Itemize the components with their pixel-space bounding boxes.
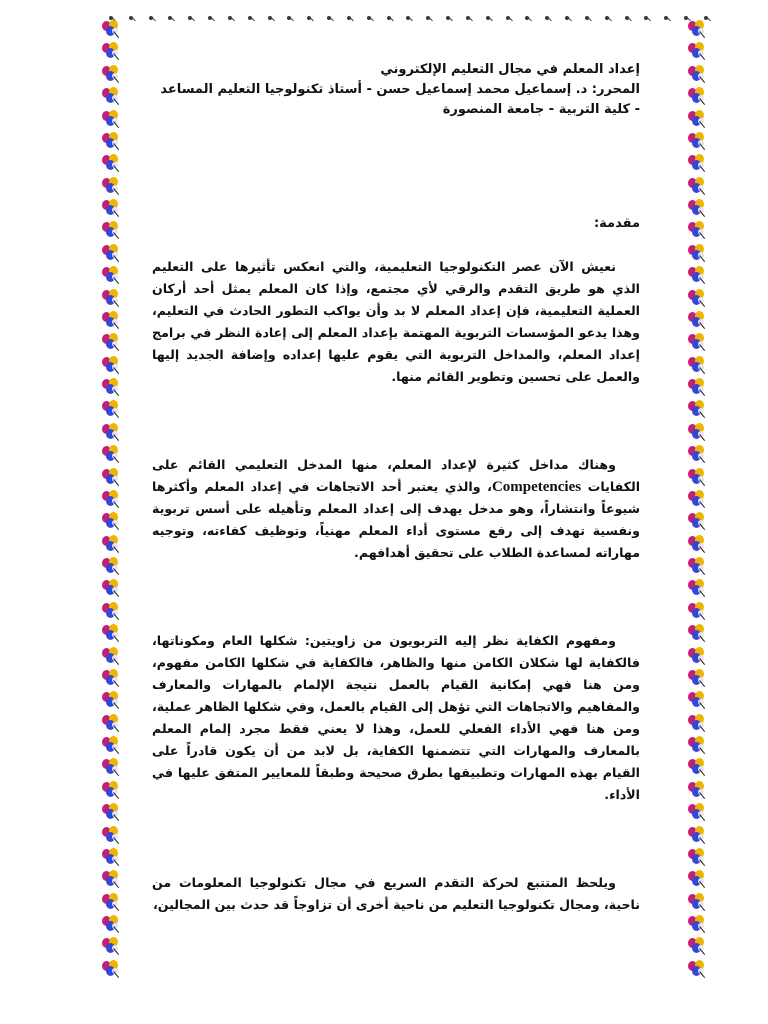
balloons-icon <box>686 848 710 868</box>
balloons-icon <box>100 87 124 107</box>
balloons-icon <box>100 960 124 980</box>
editor-line: المحرر: د. إسماعيل محمد إسماعيل حسن - أستاذ تكنولوجيا التعليم المساعد <box>160 82 640 97</box>
balloons-icon <box>686 647 710 667</box>
balloons-icon <box>100 848 124 868</box>
balloons-icon <box>100 266 124 286</box>
border-dot-icon <box>386 15 395 24</box>
balloons-icon <box>100 579 124 599</box>
balloons-icon <box>100 154 124 174</box>
top-dotted-border <box>108 12 712 26</box>
balloons-icon <box>100 937 124 957</box>
balloons-icon <box>686 915 710 935</box>
border-dot-icon <box>187 15 196 24</box>
border-dot-icon <box>405 15 414 24</box>
balloons-icon <box>686 490 710 510</box>
border-dot-icon <box>286 15 295 24</box>
border-dot-icon <box>505 15 514 24</box>
section-title-introduction: مقدمة: <box>593 216 640 231</box>
balloons-icon <box>686 110 710 130</box>
balloons-icon <box>686 535 710 555</box>
balloons-icon <box>100 356 124 376</box>
border-dot-icon <box>247 15 256 24</box>
balloons-icon <box>100 311 124 331</box>
balloons-icon <box>100 423 124 443</box>
border-dot-icon <box>544 15 553 24</box>
balloons-icon <box>686 177 710 197</box>
balloons-icon <box>100 535 124 555</box>
balloons-icon <box>686 781 710 801</box>
balloons-icon <box>100 602 124 622</box>
border-dot-icon <box>267 15 276 24</box>
balloons-icon <box>686 42 710 62</box>
paragraph-2-text-b: ، والذي يعتبر أحد الاتجاهات في إعداد المعلم وأكثرها شيوعاً وانتشاراً، وهو مدخل يهدف إلى إعداد المعلم وتأهيله على أسس تربوية ونفسية تهدف إلى رفع مستوى أداء المعلم مهنياً، وتوظيف كفاءته، وتوجيه مهاراته لمساعدة الطلاب على تحقيق أهدافهم. <box>152 479 640 560</box>
balloons-icon <box>686 445 710 465</box>
border-dot-icon <box>326 15 335 24</box>
right-balloon-border <box>686 20 712 980</box>
balloons-icon <box>686 356 710 376</box>
balloons-icon <box>100 221 124 241</box>
balloons-icon <box>100 915 124 935</box>
border-dot-icon <box>624 15 633 24</box>
border-dot-icon <box>643 15 652 24</box>
balloons-icon <box>100 624 124 644</box>
balloons-icon <box>686 423 710 443</box>
balloons-icon <box>100 870 124 890</box>
affiliation-line: - كلية التربية - جامعة المنصورة <box>442 102 640 117</box>
paragraph-2-english-term: Competencies <box>491 479 582 495</box>
balloons-icon <box>686 826 710 846</box>
balloons-icon <box>686 289 710 309</box>
border-dot-icon <box>167 15 176 24</box>
border-dot-icon <box>346 15 355 24</box>
balloons-icon <box>100 400 124 420</box>
balloons-icon <box>686 20 710 40</box>
paragraph-1-text: نعيش الآن عصر التكنولوجيا التعليمية، والتي انعكس تأثيرها على التعليم الذي هو طريق التقدم والرقي لأي مجتمع، وإذا كان المعلم يمثل أحد أركان العملية التعليمية، فإن إعداد المعلم لا بد وأن يواكب التطور الحادث في التعليم، وهذا يدعو المؤسسات التربوية المهتمة بإعداد المعلم إلى إعادة النظر في برامج إعداد المعلم، والمداخل التربوية التي يقوم عليها إعداده وإضافة الجديد إليها والعمل على تحسين وتطوير القائم منها. <box>152 259 640 384</box>
balloons-icon <box>686 87 710 107</box>
border-dot-icon <box>306 15 315 24</box>
balloons-icon <box>100 669 124 689</box>
border-dot-icon <box>564 15 573 24</box>
border-dot-icon <box>425 15 434 24</box>
border-dot-icon <box>148 15 157 24</box>
border-dot-icon <box>485 15 494 24</box>
border-dot-icon <box>584 15 593 24</box>
balloons-icon <box>686 266 710 286</box>
balloons-icon <box>686 132 710 152</box>
left-balloon-border <box>100 20 126 980</box>
paragraph-4-text: ويلحظ المتتبع لحركة التقدم السريع في مجال تكنولوجيا المعلومات من ناحية، ومجال تكنولوجيا التعليم من ناحية أخرى أن تزاوجاً قد حدث بين المجالين، <box>152 875 640 912</box>
balloons-icon <box>100 691 124 711</box>
balloons-icon <box>686 893 710 913</box>
balloons-icon <box>100 647 124 667</box>
balloons-icon <box>686 624 710 644</box>
balloons-icon <box>686 803 710 823</box>
balloons-icon <box>686 960 710 980</box>
balloons-icon <box>686 512 710 532</box>
balloons-icon <box>100 20 124 40</box>
balloons-icon <box>686 400 710 420</box>
document-title: إعداد المعلم في مجال التعليم الإلكتروني <box>380 62 640 77</box>
balloons-icon <box>686 199 710 219</box>
balloons-icon <box>686 378 710 398</box>
balloons-icon <box>686 65 710 85</box>
balloons-icon <box>100 445 124 465</box>
balloons-icon <box>686 579 710 599</box>
balloons-icon <box>100 758 124 778</box>
border-dot-icon <box>524 15 533 24</box>
paragraph-3 <box>152 630 640 806</box>
balloons-icon <box>100 803 124 823</box>
border-dot-icon <box>445 15 454 24</box>
border-dot-icon <box>207 15 216 24</box>
balloons-icon <box>100 490 124 510</box>
balloons-icon <box>686 669 710 689</box>
border-dot-icon <box>663 15 672 24</box>
balloons-icon <box>686 221 710 241</box>
balloons-icon <box>100 893 124 913</box>
balloons-icon <box>100 826 124 846</box>
paragraph-3-text: ومفهوم الكفاية نظر إليه التربويون من زاويتين: شكلها العام ومكوناتها، فالكفاية لها شكلان الكامن منها والظاهر، فالكفاية في شكلها الكامن مفهوم، ومن هنا فهي إمكانية القيام بالعمل نتيجة الإلمام بالمهارات والمعارف والمفاهيم والاتجاهات التي تؤهل إلى القيام بالعمل، وفي شكلها الظاهر عملية، ومن هنا فهي الأداء الفعلي للعمل، وهذا لا يعني فقط مجرد إلمام المعلم بالمعارف والمهارات التي تتضمنها الكفاية، بل لابد من أن يكون قادراً على القيام بهذه المهارات وتطبيقها بطرق صحيحة وطبقاً للمعايير المتفق عليها في الأداء. <box>152 633 640 802</box>
balloons-icon <box>100 333 124 353</box>
border-dot-icon <box>366 15 375 24</box>
balloons-icon <box>100 781 124 801</box>
balloons-icon <box>100 199 124 219</box>
balloons-icon <box>686 333 710 353</box>
border-dot-icon <box>128 15 137 24</box>
balloons-icon <box>686 870 710 890</box>
balloons-icon <box>686 468 710 488</box>
balloons-icon <box>686 154 710 174</box>
paragraph-2-text-a: وهناك مداخل كثيرة لإعداد المعلم، منها المدخل التعليمي القائم على الكفايات <box>152 457 641 494</box>
balloons-icon <box>100 132 124 152</box>
paragraph-2 <box>152 454 640 564</box>
paragraph-4 <box>152 872 640 916</box>
balloons-icon <box>686 244 710 264</box>
balloons-icon <box>100 110 124 130</box>
border-dot-icon <box>227 15 236 24</box>
balloons-icon <box>100 512 124 532</box>
balloons-icon <box>686 736 710 756</box>
balloons-icon <box>100 714 124 734</box>
balloons-icon <box>686 311 710 331</box>
balloons-icon <box>100 736 124 756</box>
balloons-icon <box>100 468 124 488</box>
balloons-icon <box>100 557 124 577</box>
document-body <box>152 60 640 916</box>
border-dot-icon <box>465 15 474 24</box>
balloons-icon <box>100 42 124 62</box>
balloons-icon <box>100 378 124 398</box>
border-dot-icon <box>604 15 613 24</box>
balloons-icon <box>686 758 710 778</box>
balloons-icon <box>100 244 124 264</box>
balloons-icon <box>686 714 710 734</box>
paragraph-1 <box>152 256 640 388</box>
balloons-icon <box>100 65 124 85</box>
balloons-icon <box>100 289 124 309</box>
balloons-icon <box>686 937 710 957</box>
balloons-icon <box>686 557 710 577</box>
balloons-icon <box>686 691 710 711</box>
balloons-icon <box>100 177 124 197</box>
balloons-icon <box>686 602 710 622</box>
